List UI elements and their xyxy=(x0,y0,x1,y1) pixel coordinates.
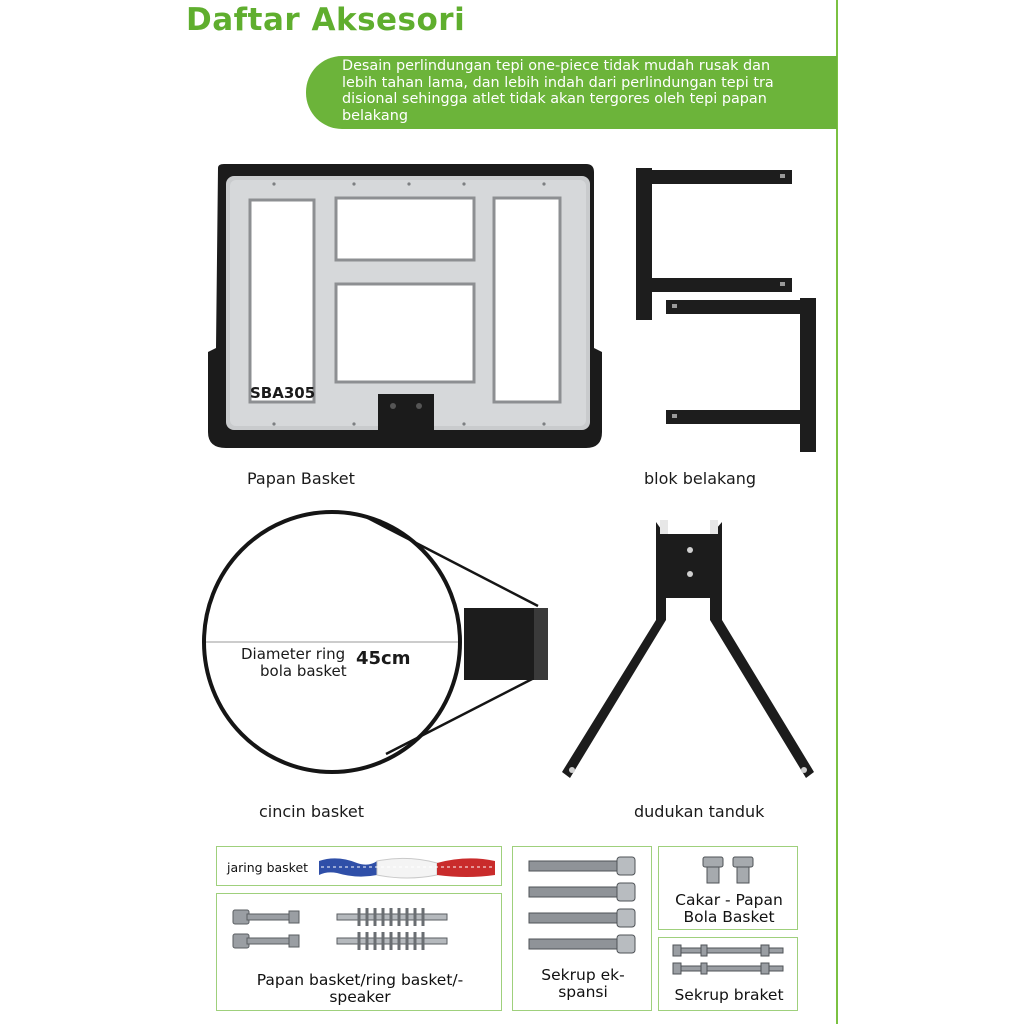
right-divider-line xyxy=(836,0,838,1024)
description-banner xyxy=(306,56,837,129)
back-block-caption: blok belakang xyxy=(644,469,757,488)
backboard-brand-label: SBA305 xyxy=(250,384,316,402)
basket-ring-image xyxy=(198,506,554,782)
claw-label xyxy=(659,892,799,926)
expansion-screws-label xyxy=(513,967,653,1001)
net-image xyxy=(317,853,497,881)
banner-line-4: belakang xyxy=(342,107,408,124)
back-block-image xyxy=(632,164,824,456)
ring-caption: cincin basket xyxy=(259,802,364,821)
backboard-caption: Papan Basket xyxy=(247,469,355,488)
page-title: Daftar Aksesori xyxy=(186,2,466,38)
banner-line-1: Desain perlindungan tepi one-piece tidak mudah rusak dan xyxy=(342,58,771,74)
ring-diameter-value: 45cm xyxy=(356,648,411,669)
bolts-label-line-2: speaker xyxy=(329,988,391,1006)
claw-box xyxy=(658,846,798,930)
banner-line-2: lebih tahan lama, dan lebih indah dari perlindungan tepi tra xyxy=(342,74,774,91)
claw-label-line-1: Cakar - Papan xyxy=(675,891,783,909)
ring-diameter-label-line-2: bola basket xyxy=(260,662,347,680)
bolts-label xyxy=(217,972,503,1006)
bracket-screws-label: Sekrup braket xyxy=(674,986,784,1004)
ring-diameter-label xyxy=(241,646,347,680)
bolts-label-line-1: Papan basket/ring basket/- xyxy=(256,971,464,989)
bracket-screws-box xyxy=(658,937,798,1011)
bolts-box xyxy=(216,893,502,1011)
banner-text xyxy=(342,58,837,124)
claw-image xyxy=(699,853,759,887)
claw-label-line-2: Bola Basket xyxy=(683,908,775,926)
net-label: jaring basket xyxy=(227,860,309,875)
expansion-screws-box xyxy=(512,846,652,1011)
expansion-screws-label-line-1: Sekrup ek- xyxy=(541,966,625,984)
horn-mount-caption: dudukan tanduk xyxy=(634,802,765,821)
bolts-image xyxy=(229,904,459,956)
expansion-screws-image xyxy=(525,855,641,961)
net-box xyxy=(216,846,502,886)
ring-diameter-label-line-1: Diameter ring xyxy=(241,645,346,663)
backboard-image xyxy=(204,162,606,452)
bracket-screws-image xyxy=(671,942,787,978)
expansion-screws-label-line-2: spansi xyxy=(558,983,608,1001)
horn-mount-image xyxy=(558,516,820,786)
banner-line-3: disional sehingga atlet tidak akan tergores oleh tepi papan xyxy=(342,91,767,107)
